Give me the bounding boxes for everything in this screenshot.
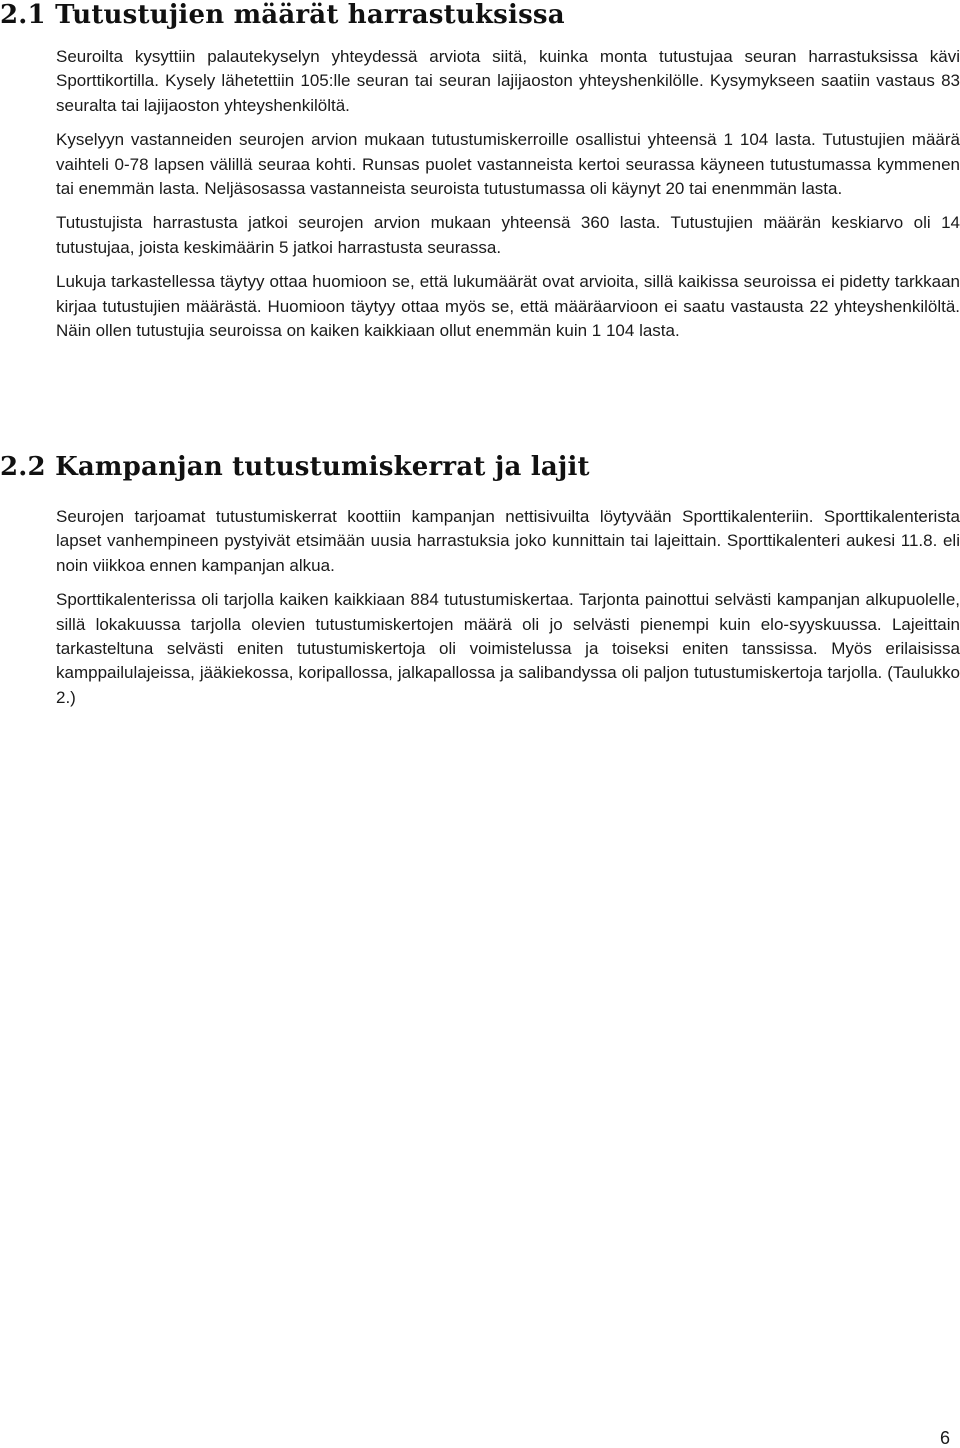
page-number: 6	[939, 1428, 950, 1448]
section-title-tutustujien-maarat: 2.1 Tutustujien määrät harrastuksissa	[0, 0, 565, 30]
paragraph: Kyselyyn vastanneiden seurojen arvion mukaan tutustumiskerroille osallistui yhteensä 1 104 lasta. Tutustujien määrä vaihteli 0-78 lapsen välillä seuraa kohti. Runsas puolet vastanneista kertoi seurassa käyneen tutustumassa kymmenen tai enemmän lasta. Neljäsosassa vastanneista seuroista tutustumassa oli käynyt 20 tai enenmmän lasta.	[56, 130, 960, 199]
section-title-kampanjan-tutustumiskerrat: 2.2 Kampanjan tutustumiskerrat ja lajit	[0, 452, 590, 482]
paragraph: Seurojen tarjoamat tutustumiskerrat koottiin kampanjan nettisivuilta löytyvään Sporttikalenteriin. Sporttikalenterista lapset vanhempineen pystyivät etsimään uusia harrastuksia joko kunnittain tai lajeittain. Sporttikalenteri aukesi 11.8. eli noin viikkoa ennen kampanjan alkua.	[56, 507, 960, 575]
paragraph: Sporttikalenterissa oli tarjolla kaiken kaikkiaan 884 tutustumiskertaa. Tarjonta painottui selvästi kampanjan alkupuolelle, sillä lokakuussa tarjolla olevien tutustumiskertojen määrä oli jo selvästi pienempi kuin elo-syyskuussa. Lajeittain tarkasteltuna selvästi eniten tutustumiskertoja oli voimistelussa ja toiseksi eniten tanssissa. Myös erilaisissa kamppailulajeissa, jääkiekossa, koripallossa, jalkapallossa ja salibandyssa oli paljon tutustumiskertoja tarjolla. (Taulukko 2.)	[56, 590, 960, 707]
section-body-tutustujien-maarat	[56, 45, 960, 353]
paragraph: Tutustujista harrastusta jatkoi seurojen arvion mukaan yhteensä 360 lasta. Tutustujien määrän keskiarvo oli 14 tutustujaa, joista keskimäärin 5 jatkoi harrastusta seurassa.	[56, 213, 960, 257]
paragraph: Seuroilta kysyttiin palautekyselyn yhteydessä arviota siitä, kuinka monta tutustujaa seuran harrastuksissa kävi Sporttikortilla. Kysely lähetettiin 105:lle seuran tai seuran lajijaoston yhteyshenkilölle. Kysymykseen saatiin vastaus 83 seuralta tai lajijaoston yhteyshenkilöltä.	[56, 47, 960, 115]
paragraph: Lukuja tarkastellessa täytyy ottaa huomioon se, että lukumäärät ovat arvioita, sillä kaikissa seuroissa ei pidetty tarkkaan kirjaa tutustujien määrästä. Huomioon täytyy ottaa myös se, että määräarvioon ei saatu vastausta 22 yhteyshenkilöltä. Näin ollen tutustujia seuroissa on kaiken kaikkiaan ollut enemmän kuin 1 104 lasta.	[56, 272, 960, 341]
section-body-kampanjan-tutustumiskerrat	[56, 505, 960, 720]
